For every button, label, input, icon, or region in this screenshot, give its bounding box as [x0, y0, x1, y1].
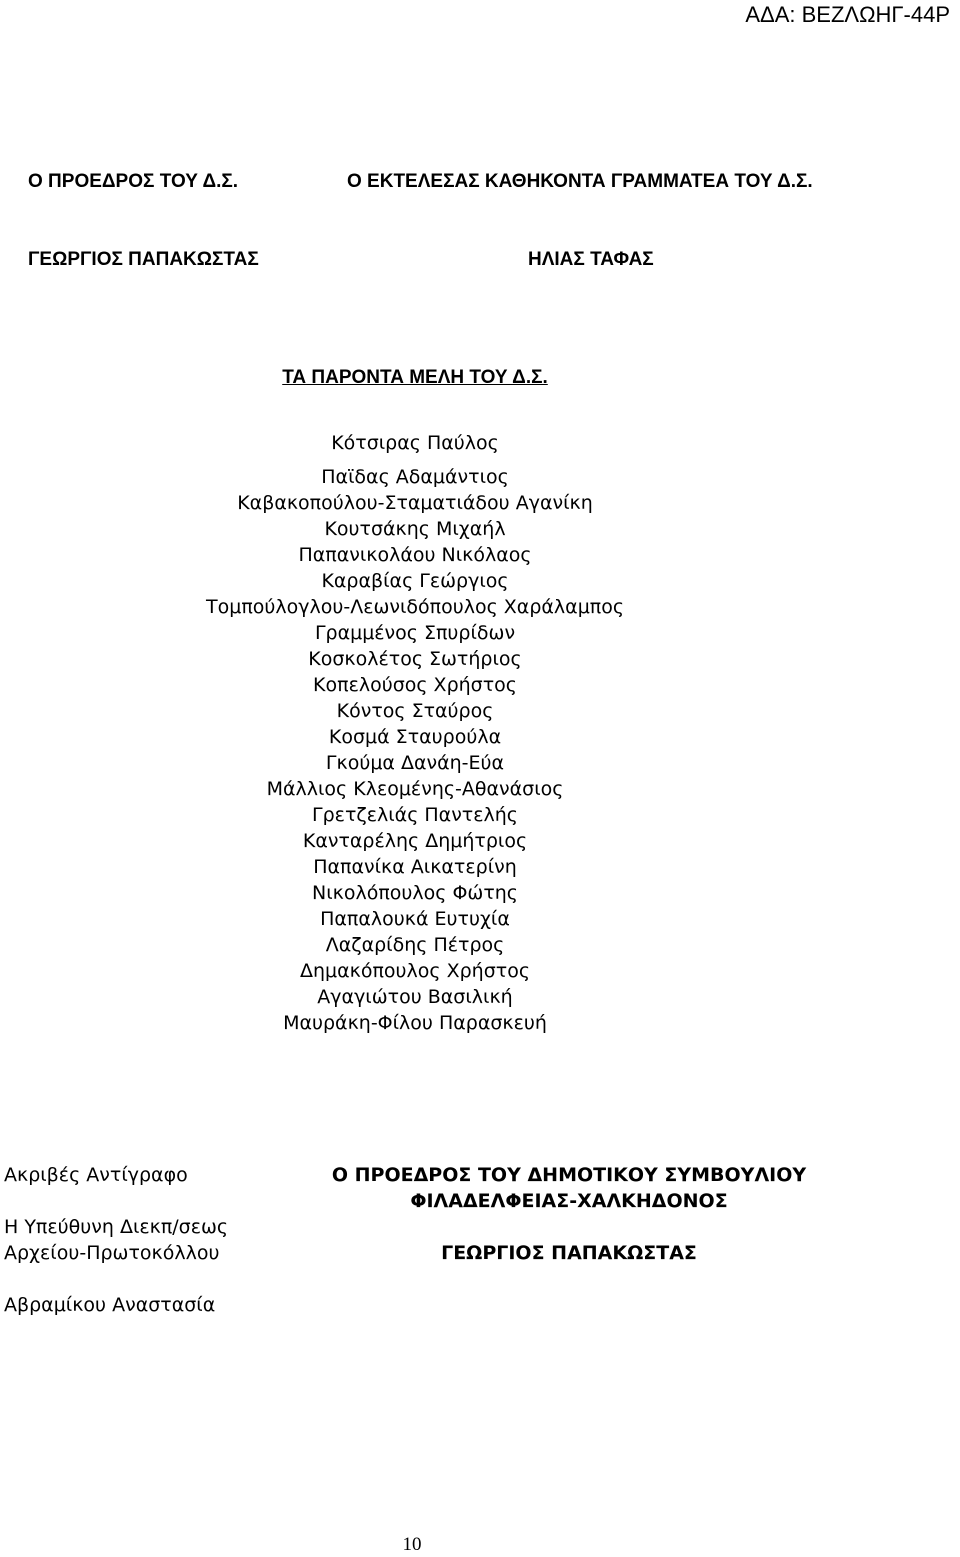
council-president-title-line1: Ο ΠΡΟΕΔΡΟΣ ΤΟΥ ΔΗΜΟΤΙΚΟΥ ΣΥΜΒΟΥΛΙΟΥ — [331, 1164, 807, 1186]
certified-copy-block — [4, 1162, 228, 1318]
council-president-name: ΓΕΩΡΓΙΟΣ ΠΑΠΑΚΩΣΤΑΣ — [441, 1242, 697, 1264]
responsible-title-line2: Αρχείου-Πρωτοκόλλου — [4, 1242, 220, 1264]
member-name: Νικολόπουλος Φώτης — [312, 882, 518, 904]
responsible-title-line1: Η Υπεύθυνη Διεκπ/σεως — [4, 1216, 229, 1238]
responsible-name: Αβραμίκου Αναστασία — [4, 1294, 216, 1316]
member-name: Μάλλιος Κλεομένης-Αθανάσιος — [266, 778, 564, 800]
certified-copy-label: Ακριβές Αντίγραφο — [4, 1164, 188, 1186]
member-name: Κότσιρας Παύλος — [331, 432, 499, 454]
member-name: Κόντος Σταύρος — [336, 700, 494, 722]
member-name: Γραμμένος Σπυρίδων — [314, 622, 516, 644]
members-list — [0, 430, 830, 1036]
member-name: Γκούμα Δανάη-Εύα — [325, 752, 505, 774]
member-name: Παπανίκα Αικατερίνη — [313, 856, 517, 878]
member-name: Καβακοπούλου-Σταματιάδου Αγανίκη — [237, 492, 593, 514]
member-name: Αγαγιώτου Βασιλική — [317, 986, 513, 1008]
president-name: ΓΕΩΡΓΙΟΣ ΠΑΠΑΚΩΣΤΑΣ — [28, 249, 259, 270]
ada-code: ΑΔΑ: ΒΕΖΛΩΗΓ-44Ρ — [745, 2, 950, 27]
member-name: Δημακόπουλος Χρήστος — [300, 960, 530, 982]
member-name: Παπαλουκά Ευτυχία — [320, 908, 510, 930]
member-name: Κοπελούσος Χρήστος — [313, 674, 517, 696]
council-president-block — [294, 1162, 844, 1266]
member-name: Μαυράκη-Φίλου Παρασκευή — [283, 1012, 547, 1034]
council-president-title-line2: ΦΙΛΑΔΕΛΦΕΙΑΣ-ΧΑΛΚΗΔΟΝΟΣ — [410, 1190, 728, 1212]
secretary-title: Ο ΕΚΤΕΛΕΣΑΣ ΚΑΘΗΚΟΝΤΑ ΓΡΑΜΜΑΤΕΑ ΤΟΥ Δ.Σ. — [347, 171, 813, 192]
member-name: Καραβίας Γεώργιος — [321, 570, 509, 592]
president-title: Ο ΠΡΟΕΔΡΟΣ ΤΟΥ Δ.Σ. — [28, 171, 239, 192]
members-heading: ΤΑ ΠΑΡΟΝΤΑ ΜΕΛΗ ΤΟΥ Δ.Σ. — [282, 367, 548, 388]
member-name: Λαζαρίδης Πέτρος — [325, 934, 505, 956]
member-name: Παπανικολάου Νικόλαος — [298, 544, 532, 566]
member-name: Κανταρέλης Δημήτριος — [302, 830, 528, 852]
member-name: Κουτσάκης Μιχαήλ — [324, 518, 506, 540]
member-name: Παϊδας Αδαμάντιος — [321, 466, 509, 488]
secretary-name: ΗΛΙΑΣ ΤΑΦΑΣ — [528, 249, 654, 270]
member-name: Τομπούλογλου-Λεωνιδόπουλος Χαράλαμπος — [206, 596, 624, 618]
member-name: Κοσμά Σταυρούλα — [328, 726, 502, 748]
member-name: Κοσκολέτος Σωτήριος — [308, 648, 522, 670]
member-name: Γρετζελιάς Παντελής — [312, 804, 518, 826]
page-number: 10 — [402, 1534, 422, 1555]
